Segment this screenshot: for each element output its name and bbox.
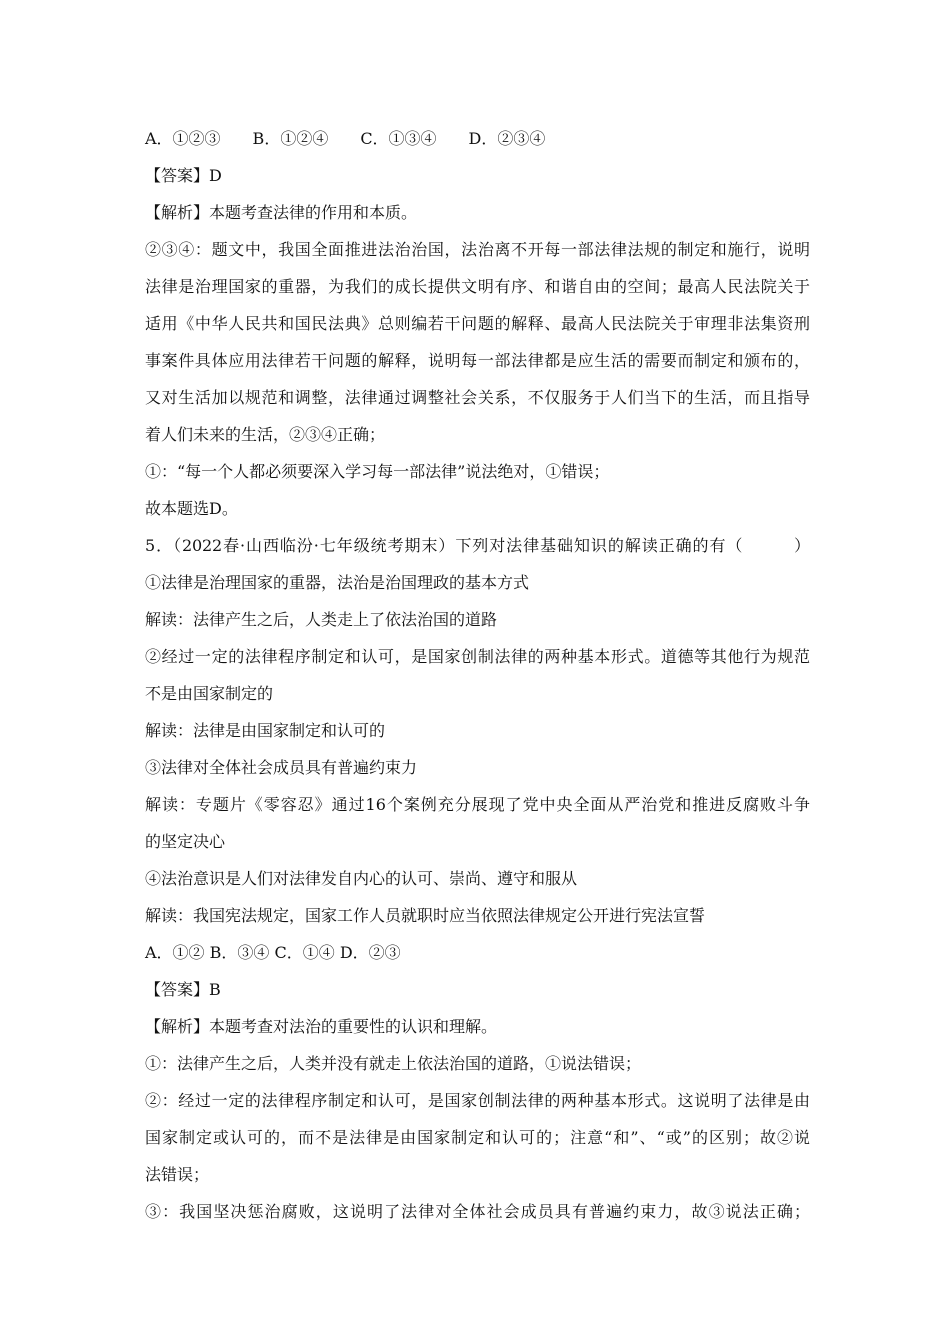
- q5-item: ③法律对全体社会成员具有普遍约束力: [145, 758, 418, 777]
- q5-item: 的坚定决心: [145, 832, 226, 851]
- q4-analysis-line: 事案件具体应用法律若干问题的解释，说明每一部法律都是应生活的需要而制定和颁布的，: [145, 351, 810, 370]
- q5-analysis-line: 法错误；: [145, 1165, 210, 1184]
- q5-item: 解读：法律产生之后，人类走上了依法治国的道路: [145, 610, 498, 629]
- q5-analysis-line: 国家制定或认可的，而不是法律是由国家制定和认可的；注意“和”、“或”的区别；故②说: [145, 1128, 810, 1147]
- q4-analysis-line: 着人们未来的生活，②③④正确；: [145, 425, 386, 444]
- q4-answer: 【答案】D: [145, 166, 222, 185]
- q5-item: ①法律是治理国家的重器，法治是治国理政的基本方式: [145, 573, 530, 592]
- q5-analysis-line: ①：法律产生之后，人类并没有就走上依法治国的道路，①说法错误；: [145, 1054, 642, 1073]
- q4-options: A．①②③ B．①②④ C．①③④ D．②③④: [145, 129, 546, 148]
- q4-analysis-line: ②③④：题文中，我国全面推进法治治国，法治离不开每一部法律法规的制定和施行，说明: [145, 240, 810, 259]
- q4-wrong-note: ①：“每一个人都必须要深入学习每一部法律”说法绝对，①错误；: [145, 462, 610, 481]
- q5-stem: 5．（2022春·山西临汾·七年级统考期末）下列对法律基础知识的解读正确的有（ ）: [145, 536, 810, 555]
- q5-analysis-line: ②：经过一定的法律程序制定和认可，是国家创制法律的两种基本形式。这说明了法律是由: [145, 1091, 810, 1110]
- q4-analysis-line: 又对生活加以规范和调整，法律通过调整社会关系，不仅服务于人们当下的生活，而且指导: [145, 388, 810, 407]
- q5-answer: 【答案】B: [145, 980, 221, 999]
- q4-analysis-line: 适用《中华人民共和国民法典》总则编若干问题的解释、最高人民法院关于审理非法集资刑: [145, 314, 810, 333]
- q5-analysis-line: ③：我国坚决惩治腐败，这说明了法律对全体社会成员具有普遍约束力，故③说法正确；: [145, 1202, 810, 1221]
- q5-item: 解读：我国宪法规定，国家工作人员就职时应当依照法律规定公开进行宪法宣誓: [145, 906, 706, 925]
- q4-analysis-line: 法律是治理国家的重器，为我们的成长提供文明有序、和谐自由的空间；最高人民法院关于: [145, 277, 810, 296]
- q5-item: ④法治意识是人们对法律发自内心的认可、崇尚、遵守和服从: [145, 869, 578, 888]
- page-content: [145, 120, 810, 1230]
- q4-analysis-title: 【解析】本题考查法律的作用和本质。: [145, 203, 418, 222]
- q5-options: A．①② B．③④ C．①④ D．②③: [145, 943, 401, 962]
- q5-item: 解读：法律是由国家制定和认可的: [145, 721, 386, 740]
- q5-item: 不是由国家制定的: [145, 684, 274, 703]
- q5-item: 解读：专题片《零容忍》通过16个案例充分展现了党中央全面从严治党和推进反腐败斗争: [145, 795, 810, 814]
- q5-item: ②经过一定的法律程序制定和认可，是国家创制法律的两种基本形式。道德等其他行为规范: [145, 647, 810, 666]
- q4-conclusion: 故本题选D。: [145, 499, 238, 518]
- q5-analysis-title: 【解析】本题考查对法治的重要性的认识和理解。: [145, 1017, 498, 1036]
